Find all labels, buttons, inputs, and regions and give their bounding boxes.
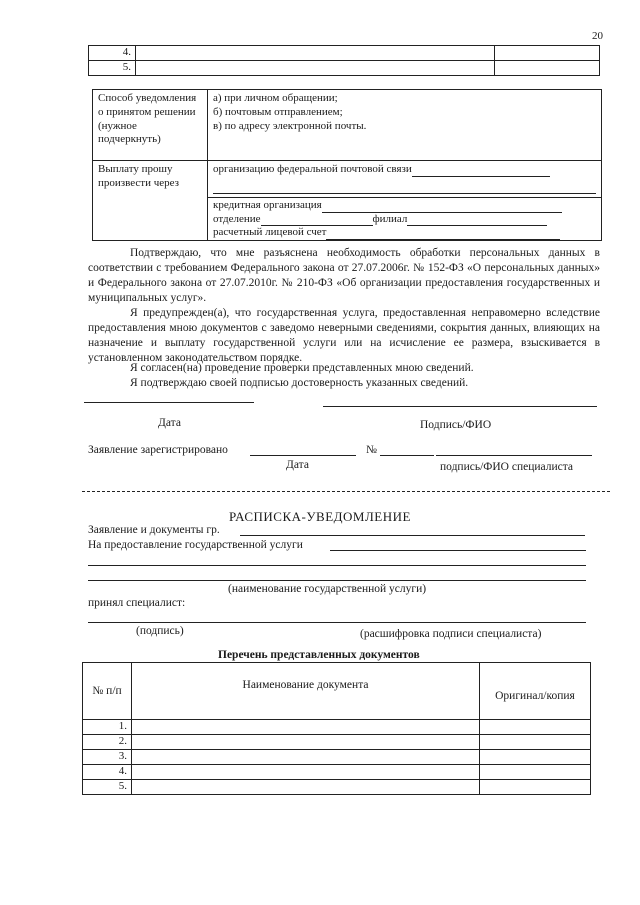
table-row: [83, 720, 591, 735]
decoding-subcaption: (расшифровка подписи специалиста): [360, 628, 542, 640]
row-number: 4.: [89, 46, 136, 61]
table-row: [89, 46, 600, 61]
service-caption: (наименование государственной услуги): [228, 583, 427, 595]
table-cell[interactable]: [495, 46, 600, 61]
documents-table: [82, 662, 591, 795]
original-copy-cell[interactable]: [480, 750, 591, 765]
row-number: 5.: [83, 780, 132, 795]
specialist-signature-caption: подпись/ФИО специалиста: [440, 461, 573, 473]
consent-paragraph-1: Подтверждаю, что мне разъяснена необходимость обработки персональных данных в соответствии с требованием Федерального закона от 27.07.2006г. № 152-ФЗ «О персональных данных» и Федерального закона от 27.07.2010г. № 210-ФЗ «Об организации предоставления государственных и муниципальных услуг».: [88, 247, 600, 304]
original-copy-cell[interactable]: [480, 720, 591, 735]
table-cell[interactable]: [136, 60, 495, 75]
table-row: [83, 735, 591, 750]
column-header-number: № п/п: [83, 663, 132, 720]
reg-date-caption: Дата: [286, 459, 309, 471]
department-field[interactable]: [261, 213, 373, 226]
docs-table-title: Перечень представленных документов: [218, 649, 420, 661]
payment-fields: [208, 161, 602, 241]
document-name-cell[interactable]: [132, 735, 480, 750]
applicant-signature-line[interactable]: [323, 406, 597, 407]
application-from-label: Заявление и документы гр.: [88, 524, 220, 536]
receipt-title: РАСПИСКА-УВЕДОМЛЕНИЕ: [229, 509, 411, 524]
column-header-document: Наименование документа: [132, 663, 480, 720]
document-name-cell[interactable]: [132, 765, 480, 780]
document-name-cell[interactable]: [132, 780, 480, 795]
row-number: 4.: [83, 765, 132, 780]
table-row: [89, 60, 600, 75]
notify-option-personal[interactable]: а) при личном обращении;: [213, 92, 338, 104]
table-row: [83, 750, 591, 765]
credit-org-label: кредитная организация: [213, 198, 322, 211]
table-cell[interactable]: [136, 46, 495, 61]
consent-paragraph-3: Я согласен(на) проведение проверки представленных мною сведений.: [130, 362, 474, 374]
date-caption: Дата: [158, 417, 181, 429]
account-label: расчетный лицевой счет: [213, 226, 327, 239]
document-name-cell[interactable]: [132, 750, 480, 765]
post-org-label: организацию федеральной почтовой связи: [213, 163, 412, 175]
top-list-table: [88, 45, 600, 76]
cut-line-divider: [82, 491, 610, 492]
date-signature-line[interactable]: [84, 402, 254, 403]
notify-option-email[interactable]: в) по адресу электронной почты.: [213, 119, 367, 132]
row-number: 1.: [83, 720, 132, 735]
number-sign: №: [366, 444, 377, 456]
service-name-field[interactable]: [330, 550, 586, 551]
post-org-field[interactable]: [412, 164, 550, 177]
notify-payment-table: [92, 89, 602, 241]
notify-row: [93, 90, 602, 161]
signature-caption: Подпись/ФИО: [420, 419, 492, 431]
specialist-field[interactable]: [88, 622, 586, 623]
registration-number-field[interactable]: [380, 455, 434, 456]
row-number: 5.: [89, 60, 136, 75]
payment-row: [93, 161, 602, 241]
table-row: [83, 780, 591, 795]
payment-label: Выплату прошу произвести через: [93, 161, 208, 241]
registered-label: Заявление зарегистрировано: [88, 444, 228, 456]
branch-field[interactable]: [407, 213, 547, 226]
original-copy-cell[interactable]: [480, 735, 591, 750]
row-number: 2.: [83, 735, 132, 750]
department-label: отделение: [213, 212, 261, 225]
original-copy-cell[interactable]: [480, 780, 591, 795]
credit-org-field[interactable]: [322, 200, 562, 213]
service-name-field-3[interactable]: [88, 580, 586, 581]
column-header-original-copy: Оригинал/копия: [480, 663, 591, 720]
specialist-signature-field[interactable]: [436, 455, 592, 456]
notify-label: Способ уведомления о принятом решении (нужное подчеркнуть): [93, 90, 208, 161]
registration-date-field[interactable]: [250, 455, 356, 456]
page-number: 20: [592, 30, 603, 42]
post-org-field-line[interactable]: [213, 181, 596, 194]
service-label: На предоставление государственной услуги: [88, 539, 303, 551]
document-name-cell[interactable]: [132, 720, 480, 735]
account-field[interactable]: [326, 227, 560, 240]
table-row: [83, 765, 591, 780]
accepted-by-label: принял специалист:: [88, 597, 186, 609]
table-cell[interactable]: [495, 60, 600, 75]
table-header-row: [83, 663, 591, 720]
consent-paragraph-2: Я предупрежден(а), что государственная услуга, предоставленная неправомерно вследствие предоставления мною документов с заведомо неверными сведениями, сокрытия данных, влияющих на назначение и выплату государственной услуги или на исчисление ее размера, взыскивается в установленном законодательством порядке.: [88, 307, 600, 364]
original-copy-cell[interactable]: [480, 765, 591, 780]
service-name-field-2[interactable]: [88, 565, 586, 566]
notify-option-mail[interactable]: б) почтовым отправлением;: [213, 105, 343, 118]
applicant-name-field[interactable]: [240, 535, 585, 536]
branch-label: филиал: [372, 212, 408, 225]
notify-options: [208, 90, 602, 161]
consent-paragraph-4: Я подтверждаю своей подписью достоверность указанных сведений.: [130, 377, 469, 389]
row-number: 3.: [83, 750, 132, 765]
signature-subcaption: (подпись): [136, 625, 184, 637]
